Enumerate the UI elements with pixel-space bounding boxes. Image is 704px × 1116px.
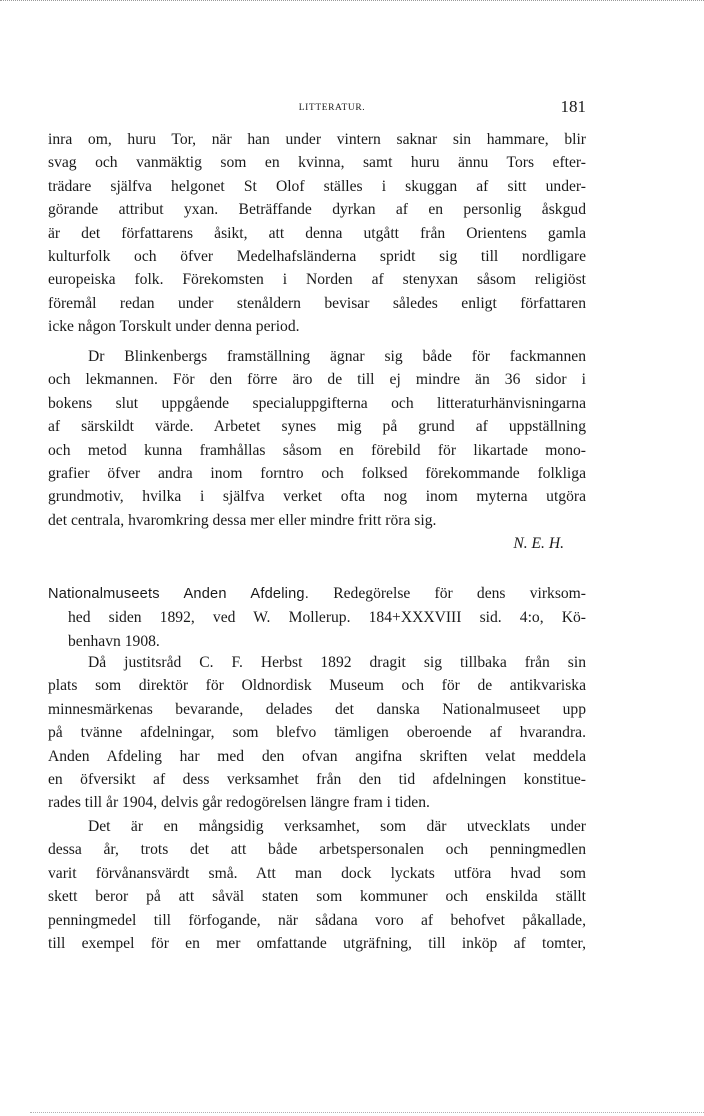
page-number: 181 bbox=[560, 97, 586, 116]
text-line: europeiska folk. Förekomsten i Norden af stenyxan såsom religiöst bbox=[48, 271, 586, 289]
entry-first-line bbox=[48, 582, 586, 606]
entry-title: Nationalmuseets Anden Afdeling. bbox=[48, 586, 310, 602]
text-line: en öfversikt af dess verksamhet från den tid afdelningen konstitue- bbox=[48, 771, 586, 789]
text-line: och lekmannen. För den förre äro de till ej mindre än 36 sidor i bbox=[48, 371, 586, 389]
review-two-paragraph-2 bbox=[48, 815, 586, 955]
top-border bbox=[0, 0, 704, 2]
text-line: dessa år, trots det att både arbetspersonalen och penningmedlen bbox=[48, 841, 586, 859]
text-line: och metod kunna framhållas såsom en förebild för likartade mono- bbox=[48, 441, 586, 459]
text-line: skett beror på att såväl staten som kommuner och enskilda ställt bbox=[48, 888, 586, 906]
text-line: på tvänne afdelningar, som blefvo tämligen oberoende af hvarandra. bbox=[48, 724, 586, 742]
text-line: af särskildt värde. Arbetet synes mig på grund af uppställning bbox=[48, 418, 586, 436]
text-line: kulturfolk och öfver Medelhafsländerna spridt sig till nordligare bbox=[48, 248, 586, 266]
text-line: svag och vanmäktig som en kvinna, samt huru ännu Tors efter- bbox=[48, 154, 586, 172]
review-one-paragraph-2 bbox=[48, 345, 586, 556]
text-line: bokens slut uppgående specialuppgifterna och litteraturhänvisningarna bbox=[48, 394, 586, 412]
running-title: LITTERATUR. bbox=[298, 103, 366, 113]
text-line: Det är en mångsidig verksamhet, som där utvecklats under bbox=[88, 818, 586, 835]
text-line: grundmotiv, hvilka i själfva verket ofta nog inom myterna utgöra bbox=[48, 488, 586, 506]
text-line: Anden Afdeling har med den ofvan angifna skriften velat meddela bbox=[48, 747, 586, 765]
text-line: grafier öfver andra inom forntro och folksed förekommande folkliga bbox=[48, 465, 586, 483]
text-line: trädare själfva helgonet St Olof ställes i skuggan af sitt under- bbox=[48, 177, 586, 195]
entry-line: benhavn 1908. bbox=[68, 632, 160, 650]
entry-description: Redegörelse för dens virksom- bbox=[333, 585, 586, 602]
review-two-paragraph-1 bbox=[48, 651, 586, 815]
text-line: det centrala, hvaromkring dessa mer eller mindre fritt röra sig. bbox=[48, 511, 437, 529]
text-line: penningmedel till förfogande, när sådana voro af behofvet påkallade, bbox=[48, 911, 586, 929]
text-line: till exempel för en mer omfattande utgräfning, till inköp af tomter, bbox=[48, 935, 586, 953]
text-line: är det författarens åsikt, att denna utgått från Orientens gamla bbox=[48, 224, 586, 242]
text-line: inra om, huru Tor, när han under vintern saknar sin hammare, blir bbox=[48, 131, 586, 148]
text-line: varit förvånansvärdt små. Att man dock lyckats utföra hvad som bbox=[48, 864, 586, 882]
text-line: plats som direktör för Oldnordisk Museum och för de antikvariska bbox=[48, 677, 586, 695]
text-line: Då justitsråd C. F. Herbst 1892 dragit sig tillbaka från sin bbox=[88, 654, 586, 671]
text-line: icke någon Torskult under denna period. bbox=[48, 318, 300, 336]
text-line: Dr Blinkenbergs framställning ägnar sig både för fackmannen bbox=[88, 348, 586, 365]
review-two-entry bbox=[48, 582, 586, 653]
reviewer-signature: N. E. H. bbox=[513, 535, 564, 553]
review-one-paragraph-1 bbox=[48, 128, 586, 339]
entry-line: hed siden 1892, ved W. Mollerup. 184+XXXVIII sid. 4:o, Kö- bbox=[68, 609, 586, 627]
text-line: föremål redan under stenåldern bevisar således enligt författaren bbox=[48, 294, 586, 312]
bottom-border bbox=[30, 1112, 704, 1114]
running-header bbox=[48, 97, 586, 121]
text-line: görande attribut yxan. Beträffande dyrkan af en personlig åskgud bbox=[48, 201, 586, 219]
text-line: rades till år 1904, delvis går redogörelsen längre fram i tiden. bbox=[48, 794, 430, 812]
text-line: minnesmärkenas bevarande, delades det danska Nationalmuseet upp bbox=[48, 700, 586, 718]
